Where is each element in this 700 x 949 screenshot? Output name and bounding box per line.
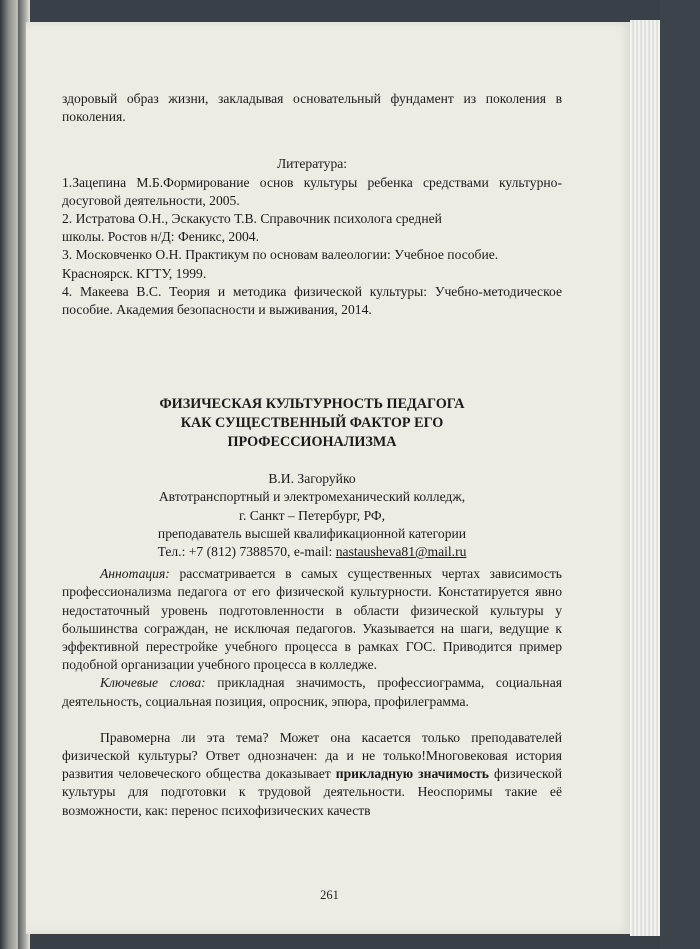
title-line-1: ФИЗИЧЕСКАЯ КУЛЬТУРНОСТЬ ПЕДАГОГА [159, 396, 465, 413]
body-part-1: Правомерна ли эта тема? Может она касается только преподавателей физической культуры? Ответ однозначен: да и не только!Многовековая история развития человеческого общества доказывает [62, 729, 562, 782]
keywords-text: прикладная значимость, профессиограмма, социальная деятельность, социальная позиция, опросник, эпюра, профилеграмма. [62, 675, 562, 709]
affiliation-line-1: Автотранспортный и электромеханический колледж, [158, 489, 466, 505]
page-content [62, 90, 562, 820]
body-bold-term: прикладную значимость [335, 766, 489, 782]
body-paragraph [62, 729, 562, 820]
body-part-2: физической культуры для подготовки к трудовой деятельности. Неоспоримы такие её возможности, как: перенос психофизических качеств [62, 766, 562, 818]
references-heading: Литература: [276, 156, 348, 172]
article-title [62, 395, 562, 452]
background-right [660, 0, 700, 949]
keywords-label: Ключевые слова: [100, 675, 206, 691]
reference-item-2: 2. Истратова О.Н., Эскакусто Т.В. Справочник психолога средней школы. Ростов н/Д: Феникс, 2004. [62, 211, 442, 245]
reference-item-4: 4. Макеева В.С. Теория и методика физической культуры: Учебно-методическое пособие. Академия безопасности и выживания, 2014. [62, 283, 562, 318]
keywords [62, 674, 562, 710]
abstract-label: Аннотация: [100, 566, 170, 582]
intro-paragraph: здоровый образ жизни, закладывая основательный фундамент из поколения в поколения. [62, 91, 562, 125]
abstract-text: рассматривается в самых существенных чертах зависимость профессионализма педагога от его физической культурности. Констатируется явно недостаточный уровень подготовленности в области физической культуры у большинства сограждан, не исключая педагогов. Указывается на шаги, ведущие к эффективной перестройке учебного процесса в рамках ГОС. Приводится пример подобной организации учебного процесса в колледже. [62, 566, 562, 673]
author-name: В.И. Загоруйко [268, 471, 356, 487]
title-line-2: КАК СУЩЕСТВЕННЫЙ ФАКТОР ЕГО [180, 415, 444, 432]
contact-prefix: Тел.: +7 (812) 7388570, e-mail: [157, 544, 336, 560]
reference-item-3: 3. Московченко О.Н. Практикум по основам валеологии: Учебное пособие. Красноярск. КГТУ, 1999. [62, 247, 499, 281]
reference-item-1: 1.Зацепина М.Б.Формирование основ культуры ребенка средствами культурно-досуговой деятельности, 2005. [62, 174, 562, 208]
contact-line [62, 543, 562, 561]
page-edge-stack [630, 20, 660, 936]
page-number: 261 [320, 888, 339, 902]
affiliation-line-2: г. Санкт – Петербург, РФ, [238, 507, 386, 523]
affiliation-line-3: преподаватель высшей квалификационной категории [157, 525, 467, 541]
abstract [62, 565, 562, 674]
email-link[interactable]: nastausheva81@mail.ru [335, 544, 467, 560]
title-line-3: ПРОФЕССИОНАЛИЗМА [227, 434, 397, 451]
